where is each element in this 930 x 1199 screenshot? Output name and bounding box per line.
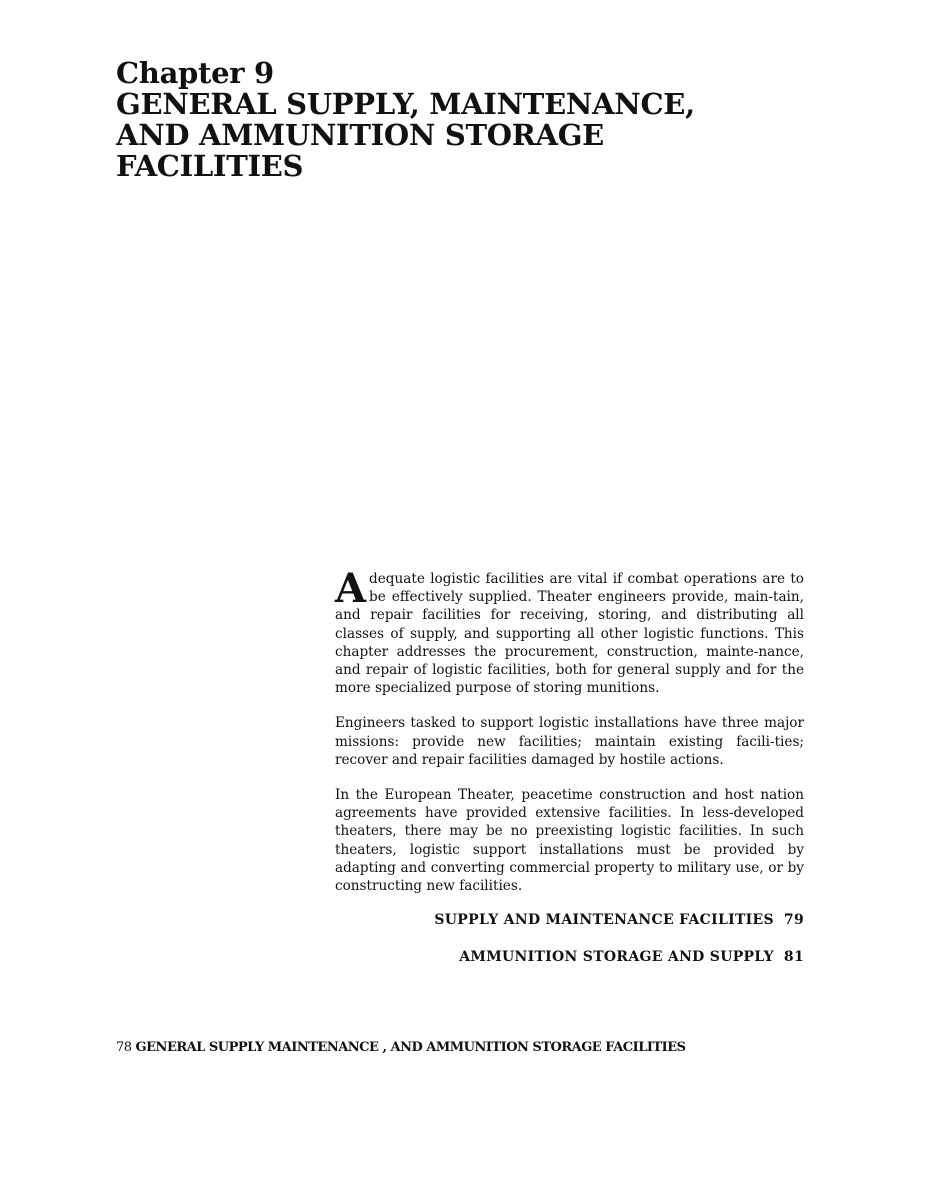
intro-paragraph-2: Engineers tasked to support logistic installations have three major missions: provide new facilities; maintain existing facili-ties; recover and repair facilities damaged by hostile actions. [335, 715, 804, 768]
intro-paragraph-1 [335, 565, 804, 697]
chapter-title-line-2: AND AMMUNITION STORAGE [116, 118, 604, 152]
toc-entry-supply-maintenance[interactable] [324, 912, 804, 934]
toc-entry-page: 79 [783, 912, 804, 928]
toc-entry-title: AMMUNITION STORAGE AND SUPPLY [459, 949, 774, 965]
drop-cap: A [335, 565, 367, 612]
intro-paragraph-3: In the European Theater, peacetime construction and host nation agreements have provided extensive facilities. In less-developed theaters, there may be no preexisting logistic facilities. In such theaters, logistic support installations must be provided by adapting and converting commercial property to military use, or by constructing new facilities. [335, 787, 804, 895]
intro-paragraph-1-text: dequate logistic facilities are vital if combat operations are to be effectively supplied. Theater engineers provide, main-tain, and repair facilities for receiving, storing, and distributing all classes of supply, and supporting all other logistic functions. This chapter addresses the procurement, construction, mainte-nance, and repair of logistic facilities, both for general supply and for the more specialized purpose of storing munitions. [335, 571, 804, 697]
toc-entry-title: SUPPLY AND MAINTENANCE FACILITIES [434, 912, 774, 928]
toc-entry-ammunition-storage[interactable] [324, 949, 804, 971]
running-title: GENERAL SUPPLY MAINTENANCE , AND AMMUNITION STORAGE FACILITIES [135, 1040, 686, 1055]
chapter-contents [324, 912, 804, 986]
page-footer [116, 1040, 816, 1055]
page-number: 78 [116, 1040, 132, 1055]
chapter-heading [116, 58, 756, 182]
toc-entry-page: 81 [783, 949, 804, 965]
chapter-label: Chapter 9 [116, 56, 274, 90]
chapter-introduction [335, 565, 804, 912]
chapter-title-line-1: GENERAL SUPPLY, MAINTENANCE, [116, 87, 695, 121]
chapter-title-line-3: FACILITIES [116, 149, 304, 183]
